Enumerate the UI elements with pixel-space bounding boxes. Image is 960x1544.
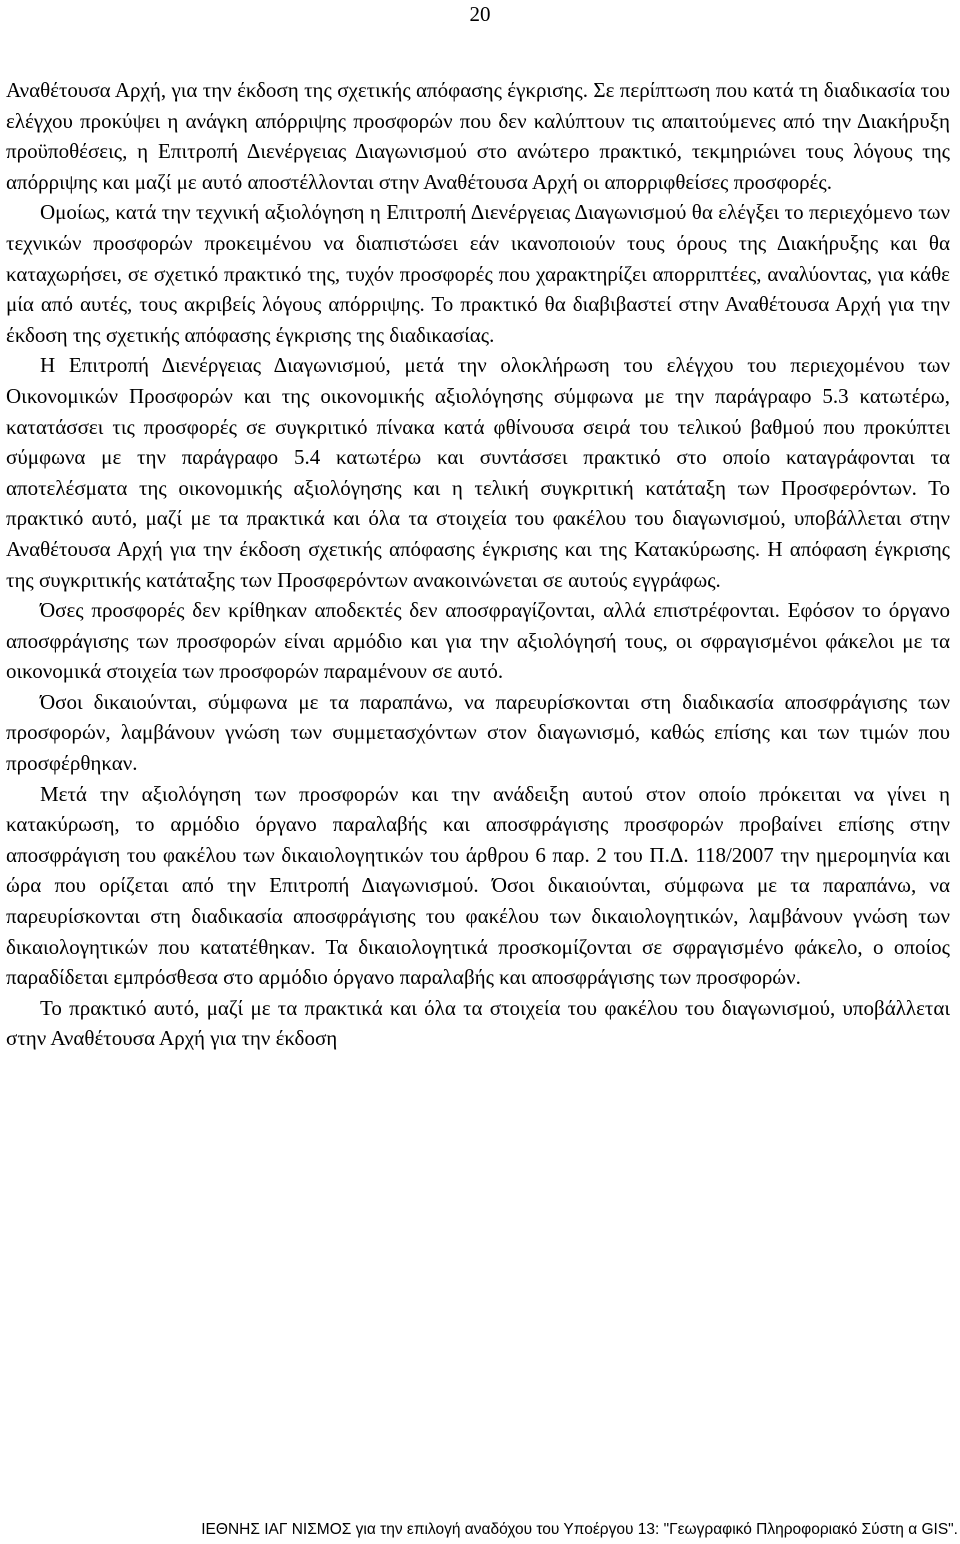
paragraph: Η Επιτροπή Διενέργειας Διαγωνισμού, μετά την ολοκλήρωση του ελέγχου του περιεχομένου των Οικονομικών Προσφορών και της οικονομικής αξιολόγησης σύμφωνα με την παράγραφο 5.3 κατωτέρω, κατατάσσει τις προσφορές σε συγκριτικό πίνακα κατά φθίνουσα σειρά του τελικού βαθμού που προκύπτει σύμφωνα με την παράγραφο 5.4 κατωτέρω και συντάσσει πρακτικό στο οποίο καταγράφονται τα αποτελέσματα της οικονομικής αξιολόγησης και η τελική συγκριτική κατάταξη των Προσφερόντων. Το πρακτικό αυτό, μαζί με τα πρακτικά και όλα τα στοιχεία του φακέλου του διαγωνισμού, υποβάλλεται στην Αναθέτουσα Αρχή για την έκδοση σχετικής απόφασης έγκρισης και της Κατακύρωσης. Η απόφαση έγκρισης της συγκριτικής κατάταξης των Προσφερόντων ανακοινώνεται σε αυτούς εγγράφως. [6,353,950,592]
paragraph: Αναθέτουσα Αρχή, για την έκδοση της σχετικής απόφασης έγκρισης. Σε περίπτωση που κατά τη διαδικασία του ελέγχου προκύψει η ανάγκη απόρριψης προσφορών που δεν καλύπτουν τις απαιτούμενες από την Διακήρυξη προϋποθέσεις, η Επιτροπή Διενέργειας Διαγωνισμού στο ανώτερο πρακτικό, τεκμηριώνει τους λόγους της απόρριψης και μαζί με αυτό αποστέλλονται στην Αναθέτουσα Αρχή οι απορριφθείσες προσφορές. [6,78,950,194]
page-footer: ΙΕΘΝΗΣ ΙΑΓ ΝΙΣΜΟΣ για την επιλογή αναδόχου του Υποέργου 13: "Γεωγραφικό Πληροφοριακό Σύστη α GIS". [201,1521,958,1538]
document-body [6,75,950,1054]
paragraph: Το πρακτικό αυτό, μαζί με τα πρακτικά και όλα τα στοιχεία του φακέλου του διαγωνισμού, υποβάλλεται στην Αναθέτουσα Αρχή για την έκδοση [6,995,950,1051]
paragraph: Όσοι δικαιούνται, σύμφωνα με τα παραπάνω, να παρευρίσκονται στη διαδικασία αποσφράγισης των προσφορών, λαμβάνουν γνώση των συμμετασχόντων στον διαγωνισμό, καθώς επίσης και των τιμών που προσφέρθηκαν. [6,689,950,776]
paragraph: Ομοίως, κατά την τεχνική αξιολόγηση η Επιτροπή Διενέργειας Διαγωνισμού θα ελέγξει το περιεχόμενο των τεχνικών προσφορών προκειμένου να διαπιστώσει εάν ικανοποιούν τους όρους της Διακήρυξης και θα καταχωρήσει, σε σχετικό πρακτικό της, τυχόν προσφορές που χαρακτηρίζει απορριπτέες, αναλύοντας, για κάθε μία από αυτές, τους ακριβείς λόγους απόρριψης. Το πρακτικό θα διαβιβαστεί στην Αναθέτουσα Αρχή για την έκδοση της σχετικής απόφασης έγκρισης της διαδικασίας. [6,200,950,347]
paragraph: Μετά την αξιολόγηση των προσφορών και την ανάδειξη αυτού στον οποίο πρόκειται να γίνει η κατακύρωση, το αρμόδιο όργανο παραλαβής και αποσφράγισης προσφορών προβαίνει επίσης στην αποσφράγιση του φακέλου των δικαιολογητικών του άρθρου 6 παρ. 2 του Π.Δ. 118/2007 την ημερομηνία και ώρα που ορίζεται από την Επιτροπή Διαγωνισμού. Όσοι δικαιούνται, σύμφωνα με τα παραπάνω, να παρευρίσκονται στη διαδικασία αποσφράγισης του φακέλου των δικαιολογητικών, λαμβάνουν γνώση των δικαιολογητικών που κατατέθηκαν. Τα δικαιολογητικά προσκομίζονται σε σφραγισμένο φάκελο, ο οποίος παραδίδεται εμπρόσθεσα στο αρμόδιο όργανο παραλαβής και αποσφράγισης των προσφορών. [6,781,950,990]
page-number: 20 [469,2,491,26]
paragraph: Όσες προσφορές δεν κρίθηκαν αποδεκτές δεν αποσφραγίζονται, αλλά επιστρέφονται. Εφόσον το όργανο αποσφράγισης των προσφορών είναι αρμόδιο και για την αξιολόγησή τους, οι σφραγισμένοι φάκελοι με τα οικονομικά στοιχεία των προσφορών παραμένουν σε αυτό. [6,598,950,684]
